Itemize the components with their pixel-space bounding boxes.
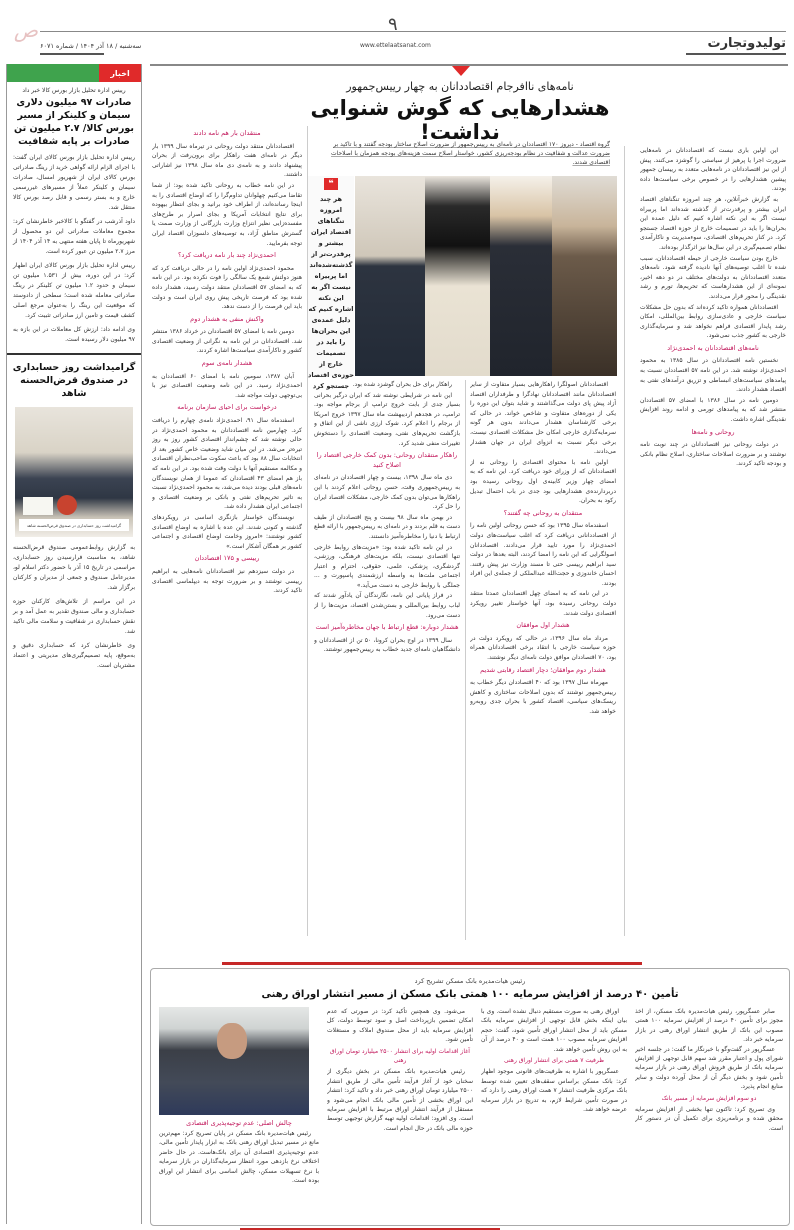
bottom-column-3 xyxy=(635,1007,783,1219)
article-paragraph: راهکار برای حل بحران گوشزد شده بود. xyxy=(352,381,452,388)
bottom-column-0 xyxy=(159,1129,319,1219)
article-column-left xyxy=(152,126,302,936)
sidebar-story2-title[interactable]: گرامیداشت روز حسابداری در صندوق قرض‌الحسنه شاهد xyxy=(12,362,136,399)
article-subhead: هشدار اول موافقان xyxy=(516,621,570,630)
fund-emblem-icon xyxy=(57,495,77,515)
site-url[interactable]: www.ettelaatsanat.com xyxy=(360,42,431,49)
article-paragraph: صابر عسگرپور، رئیس هیات‌مدیره بانک مسکن، از اخذ مجوز برای تأمین ۴۰ درصد از افزایش سرمایه ۱۰۰ همتی مصوب این بانک از طریق انتشار اوراق رهنی در بازار سرمایه خبر داد. xyxy=(635,1008,783,1044)
article-paragraph: می‌شود. وی همچنین تأکید کرد: در صورتی که عدم امکان تضمین بازپرداخت اصل و سود توسط دولت، کل افزایش سرمایه باید از محل صندوق املاک و مستغلات تأمین شود. xyxy=(327,1008,473,1044)
article-paragraph: عسگرپور در گفت‌وگو با خبرنگار ما گفت: در جلسه اخیر شورای پول و اعتبار مقرر شد سهم قابل توجهی از افزایش سرمایه بانک از طریق فروش اوراق رهنی در بازار سرمایه تأمین شود و بخش دیگر آن از محل آورده دولت و سایر منابع انجام پذیرد. xyxy=(635,1045,783,1091)
article-subhead: آغاز اقدامات اولیه برای انتشار ۲۵۰۰ میلیارد تومان اوراق رهنی xyxy=(330,1047,470,1065)
quote-icon: ❝ xyxy=(324,178,338,190)
newspaper-logo-icon: ص xyxy=(13,18,38,42)
sidebar-story2-p2: وی خاطرنشان کرد که حسابداری دقیق و به‌موقع، پایه تصمیم‌گیری‌های مدیریتی و اعتماد مشتریان است. xyxy=(13,642,135,669)
bottom-accent-rule xyxy=(222,962,642,965)
article-paragraph: نخستین نامه اقتصاددانان در سال ۱۳۸۵ به محمود احمدی‌نژاد نوشته شد. در این نامه ۵۷ اقتصاددان نسبت به پیامدهای سیاست‌های انبساطی و تزریق درآمدهای نفتی به اقتصاد هشدار دادند. xyxy=(640,357,786,394)
news-bar-accent xyxy=(7,64,99,82)
article-subhead: راهکار منتقدان روحانی: بدون کمک خارجی اقتصاد را اصلاح کنید xyxy=(316,451,458,469)
article-column-mid-right xyxy=(470,380,616,940)
headline[interactable]: هشدارهایی که گوش شنوایی نداشت! xyxy=(310,96,610,144)
article-paragraph: اولین نامه با محتوای اقتصادی را روحانی نه از اقتصاددانان که از وزرای خود دریافت کرد. این نامه که به امضای چهار وزیر کابینه‌ی اول روحانی رسیده بود دربردارنده‌ی هشدارهایی بود جدی در باب احتمال تبدیل رکود به بحران. xyxy=(470,458,616,505)
photo-person-3 xyxy=(490,176,552,376)
bottom-column-1 xyxy=(327,1007,473,1219)
headline-kicker: نامه‌های ناافرجام اقتصاددانان به چهار رییس‌جمهور xyxy=(346,80,574,93)
sidebar-story2-p0: به گزارش روابط‌عمومی صندوق قرض‌الحسنه شاهد، به مناسبت فرارسیدن روز حسابداری، مراسمی در تاریخ ۱۵ آذر با حضور دکتر اسلام لو، مدیرعامل صندوق و جمعی از مدیران و کارکنان برگزار شد. xyxy=(13,544,136,591)
section-name: تولیدوتجارت xyxy=(707,36,786,51)
news-sidebar xyxy=(6,64,142,1224)
sidebar-story2-photo xyxy=(15,407,133,537)
article-paragraph: این اولین باری نیست که اقتصاددانان در نامه‌هایی ضرورت اجرا یا پرهیز از سیاستی را گوشزد می‌کنند. پیش از این نیز اقتصاددانان در نامه‌هایی متعدد به رییسان جمهور پیشین هشدارهایی را در خصوص برخی سیاست‌ها داده بودند. xyxy=(640,147,786,193)
article-subhead: احمدی‌نژاد چند بار نامه دریافت کرد؟ xyxy=(178,251,276,260)
bottom-column-2 xyxy=(481,1007,627,1219)
sidebar-story1-kicker: رییس اداره تحلیل بازار بورس کالا خبر داد xyxy=(22,87,126,94)
column-divider xyxy=(624,146,625,936)
news-bar xyxy=(7,64,141,82)
article-subhead: ظرفیت ۷ همتی برای انتشار اوراق رهنی xyxy=(503,1057,605,1065)
article-paragraph: محمود احمدی‌نژاد اولین نامه را در حالی دریافت کرد که هنوز دولتش شمع یک سالگی را فوت نکرده بود. در این نامه که به امضای ۵۷ اقتصاددان منتقد دولت رسید، هشدار داده شده بود که فرصت تاریخی پیش روی ایران است و دولت باید این فرصت را از دست ندهد. xyxy=(152,264,302,311)
header-underline xyxy=(686,53,786,55)
article-paragraph: اسفندماه سال ۱۳۹۵ بود که حسن روحانی اولین نامه را از اقتصاددانانی دریافت کرد که اغلب سیاست‌های دولت احمدی‌نژاد را مورد تایید قرار می‌دادند. اقتصاددانان اصولگرایی که این نامه را امضا کردند، البته بعدها در دولت سید ابراهیم رییسی حتی تا مسند وزارت نیز پیش رفتند. احسان خاندوزی و حجت‌الله عبدالملکی از جمله‌ی این افراد بودند. xyxy=(470,522,616,587)
bank-maskan-article xyxy=(150,968,790,1226)
article-paragraph: دومین نامه در سال ۱۳۸۶ با امضای ۵۷ اقتصاددان منتشر شد که به پیامدهای تورمی و ادامه روند افزایش نقدینگی اشاره داشت. xyxy=(640,396,786,424)
headline-arrow-icon xyxy=(452,66,470,76)
bottom-portrait-photo xyxy=(159,1007,309,1115)
pull-quote xyxy=(308,176,354,390)
article-paragraph: این نامه در شرایطی نوشته شد که ایران درگیر بحرانی بسیار جدی از بابت خروج ترامپ از برجام مواجه بود. ترامپ، در هجدهم اردیبهشت ماه سال ۱۳۹۷ خروج امریکا از برجام را اعلام کرد. شوک ارزی ناشی از این اتفاق و بازگشت تحریم‌های نفتی، وضعیت اقتصادی را دستخوش تغییرات منفی شدید کرد. xyxy=(314,391,460,447)
article-subhead: منتقدان به روحانی چه گفتند؟ xyxy=(503,508,583,517)
photo-caption: گرامیداشت روز حسابداری در صندوق قرض‌الحسنه شاهد xyxy=(19,519,129,531)
bottom-kicker: رئیس هیات‌مدیره بانک مسکن تشریح کرد xyxy=(414,977,526,985)
photo-person-2 xyxy=(425,176,490,376)
article-paragraph: اقتصاددانان اصولگرا راهکارهایی بسیار متفاوت از سایر اقتصاددانان مانند اقتصاددانان نهادگرا و طرفداران اقتصاد آزاد پیش پای دولت می‌گذاشتند و شاید بتوان این دوره را یکی از دوره‌های متفاوت و شاخص خواند. در حالی که برخی کارشناسان هشدار می‌دادند بدون هر گونه سرمایه‌گذاری خارجی امکان حل مشکلات اقتصادی نیست، برخی دیگر نسبت به انزوای ایران در جهان هشدار می‌دادند. xyxy=(470,381,616,456)
bottom-title[interactable]: تأمین ۴۰ درصد از افزایش سرمایه ۱۰۰ همتی بانک مسکن از مسیر انتشار اوراق رهنی xyxy=(261,989,679,1000)
article-paragraph: خارج بودن سیاست خارجی از حیطه اقتصاددانان، سبب شده تا اغلب توصیه‌های آنها نادیده گرفته شود. نامه‌های متعدد اقتصاددانان به دولت‌های مختلف در دو دهه اخیر، نمونه‌ای از این هشدارهاست که تحریم‌ها، تورم و رشد نقدینگی را محور قرار می‌دادند. xyxy=(640,254,786,300)
page-header xyxy=(0,0,794,60)
presidents-photo xyxy=(355,176,617,376)
sidebar-story2-p1: در این مراسم از تلاش‌های کارکنان حوزه حسابداری و مالی صندوق تقدیر به عمل آمد و بر نقش حسابداری در شفافیت و سلامت مالی تاکید شد. xyxy=(13,598,135,635)
article-paragraph: در بهمن ماه سال ۹۸ بیست و پنج اقتصاددان از طیف دست به قلم بردند و در نامه‌ای به رییس‌جمهور با ارائه قطع ارتباط با دنیا را مخاطره‌آمیز دانستند. xyxy=(314,513,460,540)
fund-logo-icon xyxy=(23,497,53,515)
article-subhead: هشدار نامه‌ی سوم xyxy=(201,359,253,368)
article-subhead: هشدار دوباره: قطع ارتباط با جهان مخاطره‌آمیز است xyxy=(315,623,459,632)
page-number: ۹ xyxy=(388,14,398,35)
article-subhead: منتقدان بار هم نامه دادند xyxy=(193,129,261,137)
article-paragraph: در دولت سیزدهم نیز اقتصاددانان نامه‌هایی به ابراهیم رییسی نوشتند و بر ضرورت توجه به دیپلماسی اقتصادی تاکید کردند. xyxy=(152,567,302,595)
article-paragraph: سال ۱۳۹۹ در اوج بحران کرونا، ۵۰ تن از اقتصاددانان و دانشگاهیان نامه‌ای جدید خطاب به رییس‌جمهور نوشتند. xyxy=(314,636,460,654)
article-paragraph: عسگرپور با اشاره به ظرفیت‌های قانونی موجود اظهار کرد: بانک مسکن براساس سقف‌های تعیین شده توسط بانک مرکزی ظرفیت انتشار ۷ همت اوراق رهنی را دارد که در صورت تأمین شرایط لازم، به تدریج در بازار سرمایه عرضه خواهد شد. xyxy=(481,1068,627,1114)
article-paragraph: در این نامه خطاب به روحانی تاکید شده بود: از شما تقاضا می‌کنیم چهلوانان تداوم‌گرا را که اوضاع اقتصادی را به اینجا رسانده‌اند، از اطراف خود برانید و بجای انتظار بیهوده برای نتایج انتخابات آمریکا و بجای اصرار بر طرح‌های مفسده‌زایی نظیر انتزاع وزارت بازرگانی از وزارت صمت یا گسترش مناطق آزاد، به توصیه‌های دلسوزان اقتصاد ایران توجه بفرمایید. xyxy=(152,181,302,247)
header-rule xyxy=(40,31,786,32)
article-paragraph: در این نامه که به امضای چهل اقتصاددان عمدتا منتقد دولت روحانی رسیده بود، آنها خواستار تغییر رویکرد اقتصادی دولت شدند. xyxy=(470,590,616,617)
pull-quote-text: هر چند امروزه تنگناهای اقتصاد ایران بیشتر و پرقدرت‌تر از گذشته‌شده‌اند اما پربیراه نیست اگر به این نکته اشاره کنیم که دلیل عمده‌ی این بحران‌ها را باید در تصمیمات خارج از حوزه‌ی اقتصاد جستجو کرد xyxy=(308,195,354,390)
article-paragraph: اقتصاددانان منتقد دولت روحانی در تیرماه سال ۱۳۹۹ بار دیگر در نامه‌ای هفت راهکار برای برون‌رفت از بحران پیشنهاد دادند و به نامه‌ی دی ماه سال ۱۳۹۸ نیز اشاراتی داشتند. xyxy=(152,142,302,179)
article-paragraph: آبان ۱۳۸۷، سومین نامه با امضای ۶۰ اقتصاددان به احمدی‌نژاد رسید. در این نامه وضعیت اقتصادی نیز با بی‌توجهی دولت مواجه شد. xyxy=(152,372,302,399)
article-subhead: نامه‌های اقتصاددانان به احمدی‌نژاد xyxy=(667,343,759,352)
news-label: اخبار xyxy=(99,64,141,82)
article-paragraph: نویسندگان خواستار بازنگری اساسی در رویکردهای گذشته و کنونی شدند. این عده با اشاره به اوضاع اقتصادی کشور نوشتند: «امروز وخامت اوضاع اقتصادی و اجتماعی کشور بر همگان آشکار است.» xyxy=(152,513,302,550)
photo-person-1 xyxy=(355,176,425,376)
article-column-right xyxy=(640,146,786,936)
article-paragraph: به گزارش خبرآنلاین، هر چند امروزه تنگناهای اقتصاد ایران بیشتر و پرقدرت‌تر از گذشته شده‌اند اما پربیراه نیست اگر به این نکته اشاره کنیم که دلیل عمده این بحران‌ها را باید در تصمیمات خارج از حوزه اقتصاد جستجو کرد. در کنار تحریم‌های اقتصادی، سوءمدیریت و ناکارآمدی نظام تصمیم‌گیری در این سال‌ها نیز اثرگذار بوده‌اند. xyxy=(640,195,786,251)
article-paragraph: رئیس هیات‌مدیره بانک مسکن در پایان تصریح کرد: مهم‌ترین مانع در مسیر تبدیل اوراق رهنی بانک به ابزار پایدار تأمین مالی، عدم توجیه‌پذیری اقتصادی آن برای بانک‌هاست. در حال حاضر اختلاف نرخ بازدهی مورد انتظار سرمایه‌گذاران در بازار سرمایه با نرخ تسهیلات مسکن، چالش اساسی برای انتشار این اوراق بوده است. xyxy=(159,1130,319,1185)
sidebar-story1-p0: رییس اداره تحلیل بازار بورس کالای ایران گفت: با اجرای الزام ارائه گواهی خرید از رینگ صادراتی بورس کالای ایران از شهریور امسال، صادرات سیمان و کلینکر عملاً از مسیرهای غیررسمی خارج و به بستر رسمی و قابل رصد بورس کالا منتقل شد. xyxy=(13,154,135,211)
portrait-face xyxy=(217,1023,247,1059)
article-paragraph: در این نامه تاکید شده بود: «مزیت‌های روابط خارجی تنها اقتصادی نیست، بلکه مزیت‌های فرهنگی، ورزشی، گردشگری، پزشکی، علمی، حقوقی، احترام و اعتبار اجتماعی ملت‌ها به واسطه ارزشمندی پاسپورت و ... جملگی با روابط خارجی به دست می‌آید.» xyxy=(314,543,460,589)
article-paragraph: اقتصاددانان همواره تاکید کرده‌اند که بدون حل مشکلات سیاست خارجی و عادی‌سازی روابط بین‌المللی، امکان رشد پایدار اقتصادی فراهم نخواهد شد و سرمایه‌گذاری خارجی به کشور جذب نمی‌شود. xyxy=(640,303,786,340)
article-paragraph: رئیس هیات‌مدیره بانک مسکن در بخش دیگری از سخنان خود از آغاز فرآیند تأمین مالی از طریق انتشار ۲۵۰۰ میلیارد تومان اوراق رهنی خبر داد و تاکید کرد: انتشار این اوراق بخشی از تأمین مالی بانک انجام می‌شود و مستقل از فرآیند انتشار اوراق مرتبط با افزایش سرمایه است. وی افزود: اقدامات اولیه تهیه گزارش توجیهی توسط حوزه مالی بانک در حال انجام است. xyxy=(327,1068,473,1132)
bottom-photo-subhead: چالش اصلی: عدم توجیه‌پذیری اقتصادی xyxy=(186,1119,292,1127)
column-divider xyxy=(307,126,308,936)
article-paragraph: مهرماه سال ۱۳۹۷ بود که ۴۰ اقتصاددان دیگر خطاب به رییس‌جمهور نوشتند که بدون اصلاحات ساختاری و کاهش ریسک‌های سیاسی، اقتصاد کشور با بحران جدی روبه‌رو خواهد شد. xyxy=(470,679,616,715)
photo-person-4 xyxy=(552,176,617,376)
sidebar-story1-p2: رییس اداره تحلیل بازار بورس کالای ایران اظهار کرد: در این دوره، بیش از ۱.۵۳۱ میلیون تن سیمان و حدود ۱.۲ میلیون تن کلینکر در رینگ صادراتی معامله شده است؛ سطحی از دادوستد که موقعیت این رینگ را به‌عنوان مرجع اصلی کشف قیمت و تامین ارز صادراتی تثبیت کرد. xyxy=(13,262,135,319)
article-paragraph: اسفندماه سال ۹۱، احمدی‌نژاد نامه‌ی چهارم را دریافت کرد. چهارمین نامه اقتصاددانان به محمود احمدی‌نژاد در حالی نوشته شد که چشم‌انداز اقتصادی کشور روز به روز تیره‌تر می‌شد. در این میان شاید وضعیت خاص کشور بعد از انتخابات سال ۸۸ بود که باعث سکوت صاحب‌نظران اقتصادی و مکالمه مستقیم آنها با دولت وقت شده بود. در این نامه که باز هم امضای ۴۳ اقتصاددان که عموما از همان نویسندگان نامه‌های قبلی بودند دیده می‌شد، به محمود احمدی‌نژاد نسبت به تاثیر تحریم‌های نفتی و بانکی بر وضعیت اقتصادی و اجتماعی ایران هشدار داده شد. xyxy=(152,417,302,511)
sidebar-story1-p1: داود آذرشب در گفتگو با کالاخبر خاطرنشان کرد: مجموع معاملات صادراتی این دو محصول از شهریورماه تا پایان هفته منتهی به ۱۴ آذر ۱۴۰۴ از مرز ۲.۷ میلیون تن عبور کرده است. xyxy=(13,218,135,255)
article-paragraph: دی ماه سال ۱۳۹۸، بیست و چهار اقتصاددان در نامه‌ای به رییس‌جمهوری وقت، حسن روحانی اعلام کردند با این راهکارها می‌توان بدون کمک خارجی، مشکلات اقتصاد ایران را حل کرد. xyxy=(314,474,460,511)
article-subhead: درخواست برای احیای سازمان برنامه xyxy=(177,403,277,412)
sidebar-story1-p3: وی ادامه داد: ارزش کل معاملات در این بازه به ۹۷ میلیون دلار رسیده است. xyxy=(13,326,135,343)
header-underline xyxy=(40,53,104,55)
article-paragraph: اوراق رهنی به صورت مستقیم دنبال نشده است. وی با بیان اینکه بخش قابل توجهی از افزایش سرمایه بانک مسکن باید از محل انتشار اوراق تأمین شود، گفت: حجم افزایش سرمایه مصوب ۱۰۰ همت است و ۴۰ درصد از آن به این روش تأمین خواهد شد. xyxy=(481,1008,627,1053)
article-lead: گروه اقتصاد - دیروز ۱۷۰ اقتصاددان در نامه‌ای به رییس‌جمهور از ضرورت اصلاح ساختار بودجه گفتند و با تاکید بر ضرورت عدالت و شفافیت در نظام بودجه‌ریزی کشور، خواستار اصلاح سمت هزینه‌های بودجه همزمان با اصلاحات اقتصادی شدند. xyxy=(330,141,610,166)
article-paragraph: در دولت روحانی نیز اقتصاددانان در چند نوبت نامه نوشتند و بر ضرورت اصلاحات ساختاری، اصلاح نظام بانکی و بودجه تاکید کردند. xyxy=(640,441,786,468)
article-paragraph: در فراز پایانی این نامه، نگارندگان آن یادآور شدند که لباب روابط بین‌المللی و بستن‌شدن اقتصاد، مزیت‌ها را از دست می‌رود. xyxy=(314,592,460,619)
sidebar-divider xyxy=(7,353,141,355)
article-subhead: روحانی و نامه‌ها xyxy=(691,427,735,436)
column-divider xyxy=(465,380,466,940)
article-paragraph: وی تصریح کرد: تاکنون تنها بخشی از افزایش سرمایه محقق شده و برنامه‌ریزی برای تکمیل آن در دستور کار است. xyxy=(635,1106,783,1132)
article-subhead: رییسی و ۱۷۵ اقتصاددان xyxy=(194,554,260,563)
article-column-mid-left xyxy=(314,380,460,940)
article-paragraph: دومین نامه با امضای ۵۷ اقتصاددان در خرداد ۱۳۸۶ منتشر شد. اقتصاددانان در این نامه به نگرانی از وضعیت اقتصادی کشور و ناکارآمدی سیاست‌ها اشاره کردند. xyxy=(152,328,302,355)
issue-info: سه‌شنبه / ۱۸ آذر ۱۴۰۴ / شماره ۶۰۷۱ xyxy=(40,42,142,50)
article-subhead: واکنش منفی به هشدار دوم xyxy=(190,314,264,323)
article-subhead: هشدار دوم موافقان؛ دچار اقتصاد رقابتی شدیم xyxy=(480,665,606,674)
sidebar-story1-title[interactable]: صادرات ۹۷ میلیون دلاری سیمان و کلینکر از مسیر بورس کالا/ ۲.۷ میلیون تن صادرات بر پایه شفافیت xyxy=(14,97,134,147)
article-subhead: دو سوم افزایش سرمایه از مسیر بانک xyxy=(661,1094,757,1102)
article-paragraph: مرداد ماه سال ۱۳۹۶، در حالی که رویکرد دولت در حوزه سیاست خارجی با انتقاد برخی اقتصاددانان همراه بود، ۷۰ اقتصاددان موافق دولت نامه‌ای دیگر نوشتند. xyxy=(470,634,616,662)
